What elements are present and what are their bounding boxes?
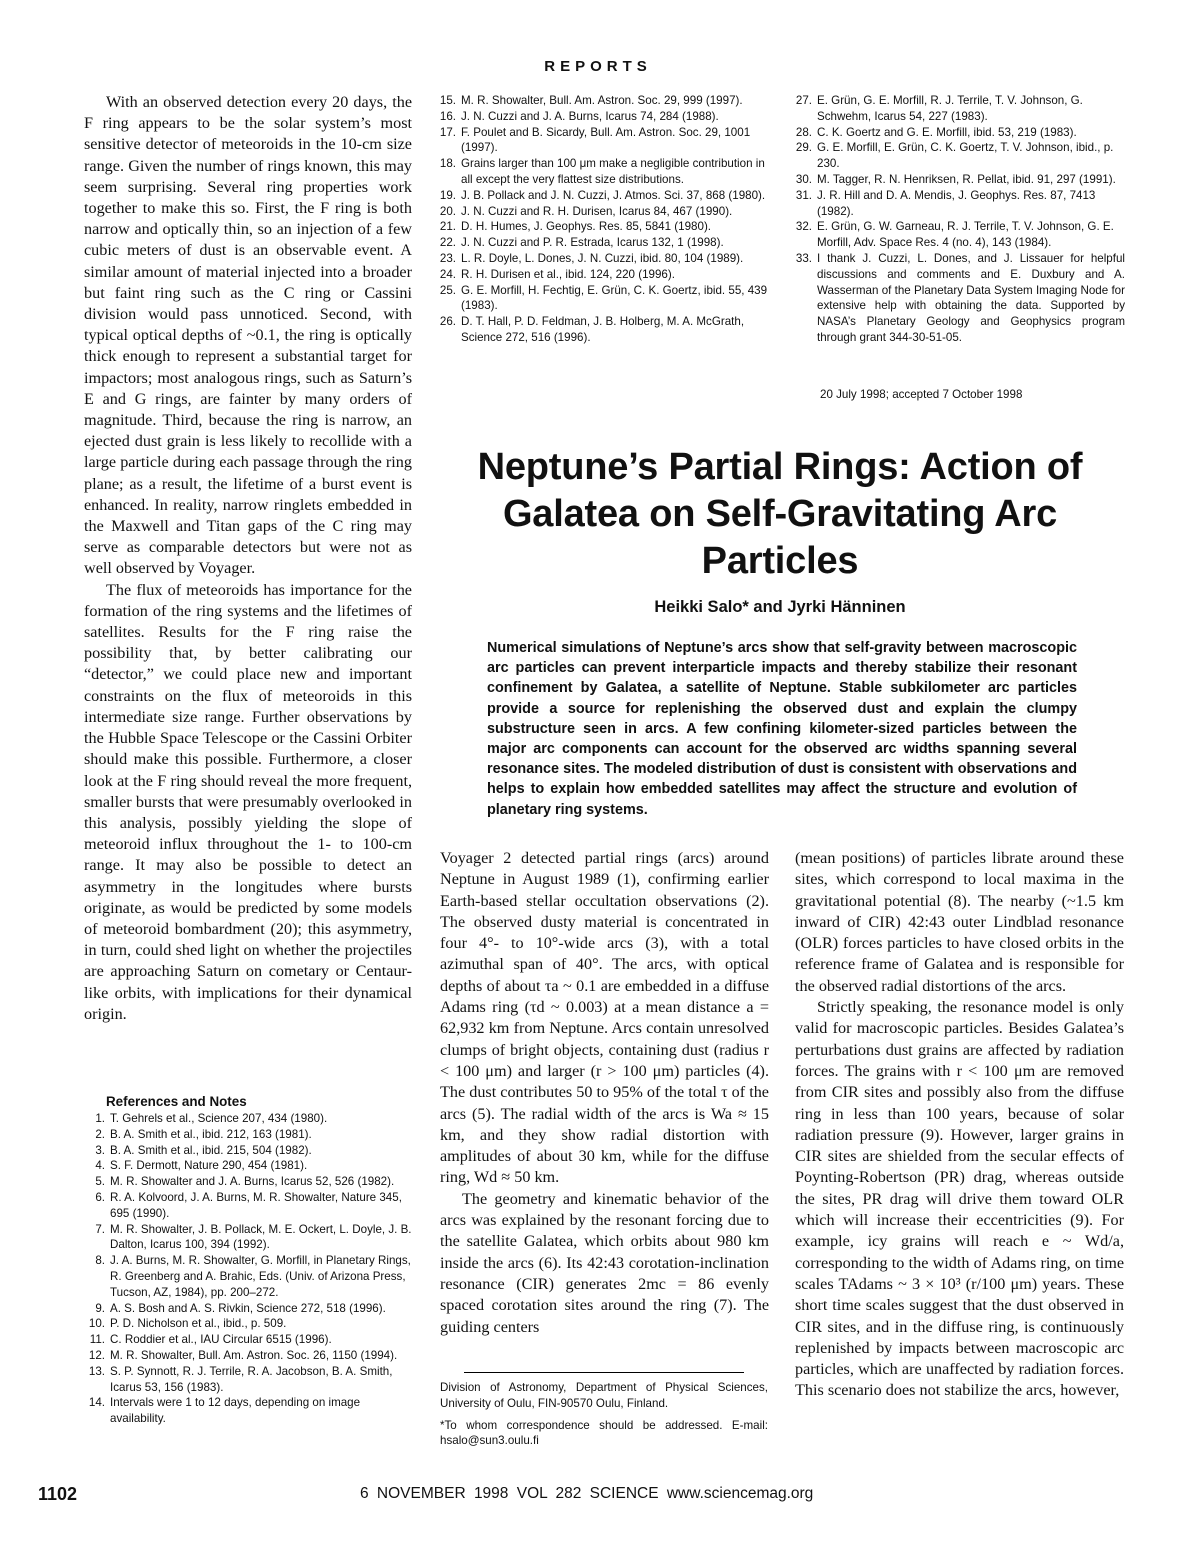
reference-number: 4. (95, 1159, 105, 1173)
reference-item (439, 251, 769, 267)
body-column-1 (440, 848, 769, 1338)
reference-number: 32. (795, 220, 812, 234)
reference-text: M. Tagger, R. N. Henriksen, R. Pellat, ibid. 91, 297 (1991). (817, 172, 1116, 186)
reference-text: E. Grün, G. E. Morfill, R. J. Terrile, T. V. Johnson, G. Schwehm, Icarus 54, 227 (1983). (817, 94, 1083, 123)
article-abstract: Numerical simulations of Neptune’s arcs show that self-gravity between macroscopic arc particles can prevent interparticle impacts and thereby stabilize their resonant confinement by Galatea, a satellite of Neptune. Stable subkilometer arc particles provide a source for replenishing the observed dust and explain the clumpy substructure seen in arcs. A few confining kilometer-sized particles between the major arc components can account for the observed arc widths spanning several resonance sites. The modeled distribution of dust is consistent with observations and helps to explain how embedded satellites may affect the structure and evolution of planetary ring systems. (487, 640, 1077, 818)
reference-number: 10. (88, 1317, 105, 1331)
body-column-2 (795, 848, 1124, 1402)
reference-text: T. Gehrels et al., Science 207, 434 (1980). (110, 1112, 328, 1125)
reference-item (88, 1301, 413, 1317)
reference-number: 24. (439, 267, 456, 281)
reference-number: 7. (95, 1222, 105, 1236)
reference-text: J. N. Cuzzi and P. R. Estrada, Icarus 132, 1 (1998). (461, 236, 724, 250)
reference-text: M. R. Showalter, J. B. Pollack, M. E. Ockert, L. Doyle, J. B. Dalton, Icarus 100, 394 (1992). (110, 1222, 412, 1252)
references-list-right (795, 93, 1125, 346)
reference-text: J. B. Pollack and J. N. Cuzzi, J. Atmos. Sci. 37, 868 (1980). (461, 188, 766, 202)
reference-text: J. R. Hill and D. A. Mendis, J. Geophys. Res. 87, 7413 (1982). (817, 188, 1096, 218)
reference-number: 6. (95, 1190, 105, 1204)
reference-text: S. P. Synnott, R. J. Terrile, R. A. Jacobson, B. A. Smith, Icarus 53, 156 (1983). (110, 1364, 393, 1394)
paragraph: With an observed detection every 20 days, the F ring appears to be the solar system’s most sensitive detector of meteoroids in the 10-cm size range. Given the number of rings known, this may seem surprising. Several ring properties work together to make this so. First, the F ring is both narrow and optically thin, so an injection of a few cubic meters of dust is an observable event. A similar amount of material injected into a broader but faint ring such as the C ring or Cassini division would pass unnoticed. Second, with typical optical depths of ~0.1, the ring is optically thick enough to represent a substantial target for impactors; most analogous rings, such as Saturn’s E and G rings, are fainter by many orders of magnitude. Third, because the ring is narrow, an ejected dust grain is less likely to recollide with a large particle during each passage through the ring plane; as a result, the lifetime of a burst event is enhanced. In reality, narrow ringlets embedded in the Maxwell and Titan gaps of the C ring may serve as comparable detectors but were not as well observed by Voyager. (84, 93, 412, 578)
reference-item (88, 1395, 413, 1427)
reference-number: 3. (95, 1143, 105, 1157)
reference-item (795, 172, 1125, 188)
paragraph: The geometry and kinematic behavior of the arcs was explained by the resonant forcing due to the satellite Galatea, which orbits about 980 km inside the arcs (6). Its 42:43 corotation-inclination resonance (CIR) generates 2mc = 86 evenly spaced corotation sites around the ring (7). The guiding centers (440, 1189, 769, 1336)
footnotes (440, 1380, 768, 1455)
reference-item (439, 314, 769, 346)
reference-text: G. E. Morfill, E. Grün, C. K. Goertz, T. V. Johnson, ibid., p. 230. (817, 141, 1114, 171)
reference-number: 31. (795, 188, 812, 202)
reference-text: B. A. Smith et al., ibid. 212, 163 (1981). (110, 1127, 312, 1141)
reference-item (795, 219, 1125, 251)
reference-text: I thank J. Cuzzi, L. Dones, and J. Lissauer for helpful discussions and comments and E. Duxbury and A. Wasserman of the Planetary Data System Imaging Node for extensive help with obtaining the data. Supported by NASA’s Planetary Geology and Geophysics program through grant 344-30-51-05. (817, 251, 1125, 344)
reference-text: J. N. Cuzzi and J. A. Burns, Icarus 74, 284 (1988). (461, 109, 719, 123)
reference-text: A. S. Bosh and A. S. Rivkin, Science 272, 518 (1996). (110, 1301, 386, 1315)
reference-number: 30. (795, 172, 812, 186)
reference-number: 8. (95, 1254, 105, 1268)
references-list-left (88, 1111, 413, 1427)
correspondence-note: *To whom correspondence should be addressed. E-mail: hsalo@sun3.oulu.fi (440, 1418, 768, 1448)
article-title: Neptune’s Partial Rings: Action of Galatea on Self-Gravitating Arc Particles (477, 446, 1083, 582)
reference-item (88, 1190, 413, 1222)
reference-number: 29. (795, 141, 812, 155)
reference-text: J. N. Cuzzi and R. H. Durisen, Icarus 84, 467 (1990). (461, 204, 733, 218)
reference-number: 25. (439, 283, 456, 297)
references-list-middle (439, 93, 769, 346)
reference-item (439, 235, 769, 251)
reference-text: M. R. Showalter and J. A. Burns, Icarus 52, 526 (1982). (110, 1175, 395, 1189)
reference-number: 5. (95, 1175, 105, 1189)
reference-text: M. R. Showalter, Bull. Am. Astron. Soc. 29, 999 (1997). (461, 94, 743, 107)
reference-text: Intervals were 1 to 12 days, depending on image availability. (110, 1396, 361, 1426)
reference-text: B. A. Smith et al., ibid. 215, 504 (1982). (110, 1143, 312, 1157)
reference-text: F. Poulet and B. Sicardy, Bull. Am. Astron. Soc. 29, 1001 (1997). (461, 125, 751, 155)
reference-item (439, 283, 769, 315)
reference-item (795, 188, 1125, 220)
paragraph: Strictly speaking, the resonance model is only valid for macroscopic particles. Besides Galatea’s perturbations dust grains are affected by radiation forces. The grains with r < 100 μm are removed from CIR sites and possibly also from the diffuse ring in less than 100 years, because of solar radiation pressure (9). However, larger grains in CIR sites are shielded from the secular effects of Poynting-Robertson (PR) drag, whereas outside the sites, PR drag will drive them toward OLR which will increase their eccentricities (9). For example, icy grains will reach e ~ Wd/a, corresponding to the width of Adams ring, on time scales TAdams ~ 3 × 10³ (r/100 μm) years. These short time scales suggest that the dust observed in CIR sites, and in the diffuse ring, is continuously replenished by impacts between macroscopic arc particles, which are unaffected by radiation forces. This scenario does not stabilize the arcs, however, (795, 998, 1124, 1400)
left-column-text (84, 92, 412, 1025)
reference-text: Grains larger than 100 μm make a negligible contribution in all except the very flattest size distributions. (461, 157, 765, 186)
references-heading: References and Notes (106, 1094, 247, 1109)
reference-number: 19. (439, 188, 456, 202)
footnote-divider (464, 1372, 744, 1373)
page-number: 1102 (38, 1484, 78, 1504)
reference-text: P. D. Nicholson et al., ibid., p. 509. (110, 1317, 287, 1331)
reference-number: 23. (439, 251, 456, 265)
reference-item (439, 267, 769, 283)
reference-number: 27. (795, 94, 812, 107)
reference-number: 22. (439, 236, 456, 250)
reference-text: C. K. Goertz and G. E. Morfill, ibid. 53, 219 (1983). (817, 125, 1077, 139)
reference-item (439, 156, 769, 188)
reference-item (88, 1222, 413, 1254)
reference-text: R. H. Durisen et al., ibid. 124, 220 (1996). (461, 267, 675, 281)
section-header: REPORTS (544, 58, 652, 75)
article-authors: Heikki Salo* and Jyrki Hänninen (654, 598, 906, 616)
reference-number: 13. (88, 1364, 105, 1378)
reference-item (88, 1364, 413, 1396)
reference-item (439, 219, 769, 235)
reference-item (795, 93, 1125, 125)
reference-text: J. A. Burns, M. R. Showalter, G. Morfill, in Planetary Rings, R. Greenberg and A. Brahic, Eds. (Univ. of Arizona Press, Tucson, AZ, 1984), pp. 200–272. (110, 1254, 411, 1299)
reference-text: D. T. Hall, P. D. Feldman, J. B. Holberg, M. A. McGrath, Science 272, 516 (1996). (461, 315, 745, 344)
reference-number: 26. (439, 315, 456, 329)
reference-item (88, 1143, 413, 1159)
reference-item (88, 1158, 413, 1174)
reference-number: 21. (439, 220, 456, 234)
reference-number: 20. (439, 204, 456, 218)
reference-text: C. Roddier et al., IAU Circular 6515 (1996). (110, 1333, 332, 1347)
reference-number: 17. (439, 125, 456, 139)
reference-item (795, 125, 1125, 141)
reference-item (439, 204, 769, 220)
reference-number: 28. (795, 125, 812, 139)
reference-text: D. H. Humes, J. Geophys. Res. 85, 5841 (1980). (461, 220, 712, 234)
reference-number: 18. (439, 157, 456, 171)
reference-text: E. Grün, G. W. Garneau, R. J. Terrile, T. V. Johnson, G. E. Morfill, Adv. Space Res. 4 (no. 4), 143 (1984). (817, 220, 1114, 250)
affiliation-note: Division of Astronomy, Department of Physical Sciences, University of Oulu, FIN-90570 Oulu, Finland. (440, 1381, 768, 1410)
reference-item (439, 109, 769, 125)
reference-number: 2. (95, 1127, 105, 1141)
reference-number: 14. (88, 1396, 105, 1410)
reference-item (795, 140, 1125, 172)
reference-text: R. A. Kolvoord, J. A. Burns, M. R. Showalter, Nature 345, 695 (1990). (110, 1190, 402, 1220)
reference-number: 33. (795, 251, 812, 265)
reference-text: G. E. Morfill, H. Fechtig, E. Grün, C. K. Goertz, ibid. 55, 439 (1983). (461, 283, 768, 313)
reference-item (439, 93, 769, 109)
reference-number: 15. (439, 94, 456, 107)
paragraph: The flux of meteoroids has importance for the formation of the ring systems and the lifetimes of satellites. Results for the F ring raise the possibility that, by better calibrating our “detector,” we could place new and important constraints on the flux of meteoroids in this intermediate size range. Further observations by the Hubble Space Telescope or the Cassini Orbiter should make this possible. Furthermore, a closer look at the F ring should reveal the more frequent, smaller bursts that were presumably overlooked in this analysis, possibly yielding the slope of meteoroid influx throughout the 1- to 100-cm range. It may also be possible to detect an asymmetry in the longitudes where bursts originate, as would be predicted by some models of meteoroid bombardment (20); this asymmetry, in turn, could shed light on whether the projectiles are approaching Saturn on cometary or Centaur-like orbits, with implications for their dynamical origin. (84, 580, 412, 1023)
reference-number: 12. (88, 1348, 105, 1362)
received-date: 20 July 1998; accepted 7 October 1998 (820, 388, 1023, 401)
reference-number: 16. (439, 109, 456, 123)
reference-item (88, 1332, 413, 1348)
reference-item (439, 125, 769, 157)
reference-item (88, 1111, 413, 1127)
reference-number: 11. (89, 1333, 105, 1347)
reference-text: M. R. Showalter, Bull. Am. Astron. Soc. 26, 1150 (1994). (110, 1348, 398, 1362)
reference-number: 9. (95, 1301, 105, 1315)
footer-info: 6 NOVEMBER 1998 VOL 282 SCIENCE www.sciencemag.org (360, 1485, 814, 1502)
reference-item (88, 1174, 413, 1190)
reference-item (88, 1127, 413, 1143)
reference-item (439, 188, 769, 204)
reference-item (88, 1316, 413, 1332)
reference-text: L. R. Doyle, L. Dones, J. N. Cuzzi, ibid. 80, 104 (1989). (461, 251, 744, 265)
reference-item (88, 1348, 413, 1364)
paragraph: Voyager 2 detected partial rings (arcs) around Neptune in August 1989 (1), confirming earlier Earth-based stellar occultation observations (2). The observed dusty material is concentrated in four 4°- to 10°-wide arcs (3), with a total azimuthal span of 40°. The arcs, with optical depths of about τa ~ 0.1 are embedded in a diffuse Adams ring (τd ~ 0.003) at a mean distance a = 62,932 km from Neptune. Arcs contain unresolved clumps of bright objects, containing dust (radius r < 100 μm) and larger (r > 100 μm) particles (4). The dust contributes 50 to 95% of the total τ of the arcs (5). The radial width of the arcs is Wa ≈ 15 km, and they show radial distortion with amplitudes of about 30 km, while for the diffuse ring, Wd ≈ 50 km. (440, 849, 769, 1187)
reference-text: S. F. Dermott, Nature 290, 454 (1981). (110, 1159, 308, 1173)
paragraph: (mean positions) of particles librate around these sites, which correspond to local maxima in the gravitational potential (8). The nearby (~1.5 km inward of CIR) 42:43 outer Lindblad resonance (OLR) forces particles to have closed orbits in the reference frame of Galatea and is responsible for the observed radial distortions of the arcs. (795, 849, 1124, 995)
reference-number: 1. (95, 1112, 105, 1125)
reference-item (88, 1253, 413, 1300)
reference-item (795, 251, 1125, 346)
